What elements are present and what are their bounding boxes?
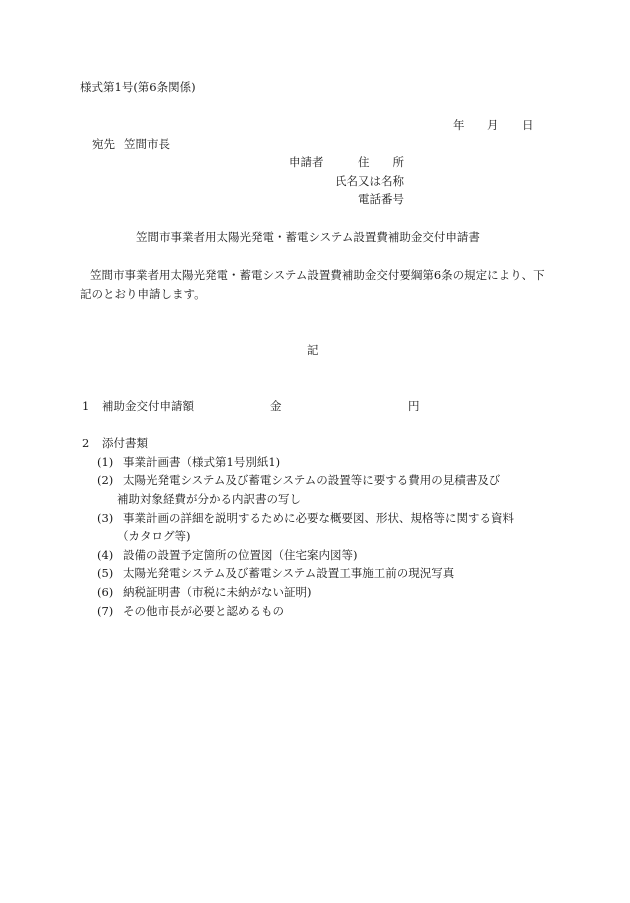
- section-2-number: 2: [82, 436, 90, 450]
- attachment-item-number: (5): [97, 566, 114, 580]
- attachment-item-number: (1): [97, 455, 114, 469]
- attachment-item-number: (3): [97, 511, 114, 525]
- attachment-item: [97, 550, 357, 562]
- attachment-item-number: (2): [97, 473, 114, 487]
- attachment-item-continuation: （カタログ等): [117, 529, 191, 543]
- attachment-item: [97, 606, 284, 618]
- attachment-item-text: 設備の設置予定箇所の位置図（住宅案内図等): [123, 548, 358, 562]
- attachment-item-continuation: 補助対象経費が分かる内訳書の写し: [117, 492, 301, 506]
- attachment-item: [97, 587, 312, 599]
- section-1-kin: 金: [270, 399, 282, 413]
- section-1-number: 1: [82, 399, 90, 413]
- attachment-item-text: 太陽光発電システム及び蓄電システム設置工事施工前の現況写真: [123, 566, 455, 580]
- applicant-address-label: 住 所: [358, 155, 404, 169]
- addressee-prefix: 宛先: [92, 137, 115, 151]
- attachment-item-text: その他市長が必要と認めるもの: [123, 604, 284, 618]
- attachment-item-text: 納税証明書（市税に未納がない証明): [123, 585, 312, 599]
- ki-heading: 記: [307, 343, 319, 357]
- addressee-name: 笠間市長: [124, 137, 170, 151]
- attachment-item-text: 太陽光発電システム及び蓄電システムの設置等に要する費用の見積書及び: [123, 473, 501, 487]
- date-month-label: 月: [487, 118, 499, 132]
- section-1-label: 補助金交付申請額: [102, 399, 194, 413]
- applicant-label: 申請者: [289, 155, 324, 169]
- attachment-item-number: (6): [97, 585, 114, 599]
- section-2-label: 添付書類: [102, 436, 148, 450]
- body-text-line-1: 笠間市事業者用太陽光発電・蓄電システム設置費補助金交付要綱第6条の規定により、下: [90, 268, 545, 282]
- document-title: 笠間市事業者用太陽光発電・蓄電システム設置費補助金交付申請書: [136, 230, 480, 244]
- applicant-phone-label: 電話番号: [358, 192, 404, 206]
- attachment-item-text: 事業計画書（様式第1号別紙1): [123, 455, 281, 469]
- applicant-name-label: 氏名又は名称: [335, 174, 404, 188]
- attachment-item: [97, 475, 500, 487]
- attachment-item-number: (4): [97, 548, 114, 562]
- date-day-label: 日: [522, 118, 534, 132]
- attachment-item-number: (7): [97, 604, 114, 618]
- form-label: 様式第1号(第6条関係): [80, 80, 196, 94]
- section-1-yen: 円: [408, 399, 420, 413]
- attachment-item: [97, 568, 454, 580]
- attachment-item: [97, 513, 514, 525]
- attachment-item: [97, 457, 280, 469]
- body-text-line-2: 記のとおり申請します。: [80, 287, 206, 301]
- date-year-label: 年: [453, 118, 465, 132]
- attachment-item-text: 事業計画の詳細を説明するために必要な概要図、形状、規格等に関する資料: [123, 511, 514, 525]
